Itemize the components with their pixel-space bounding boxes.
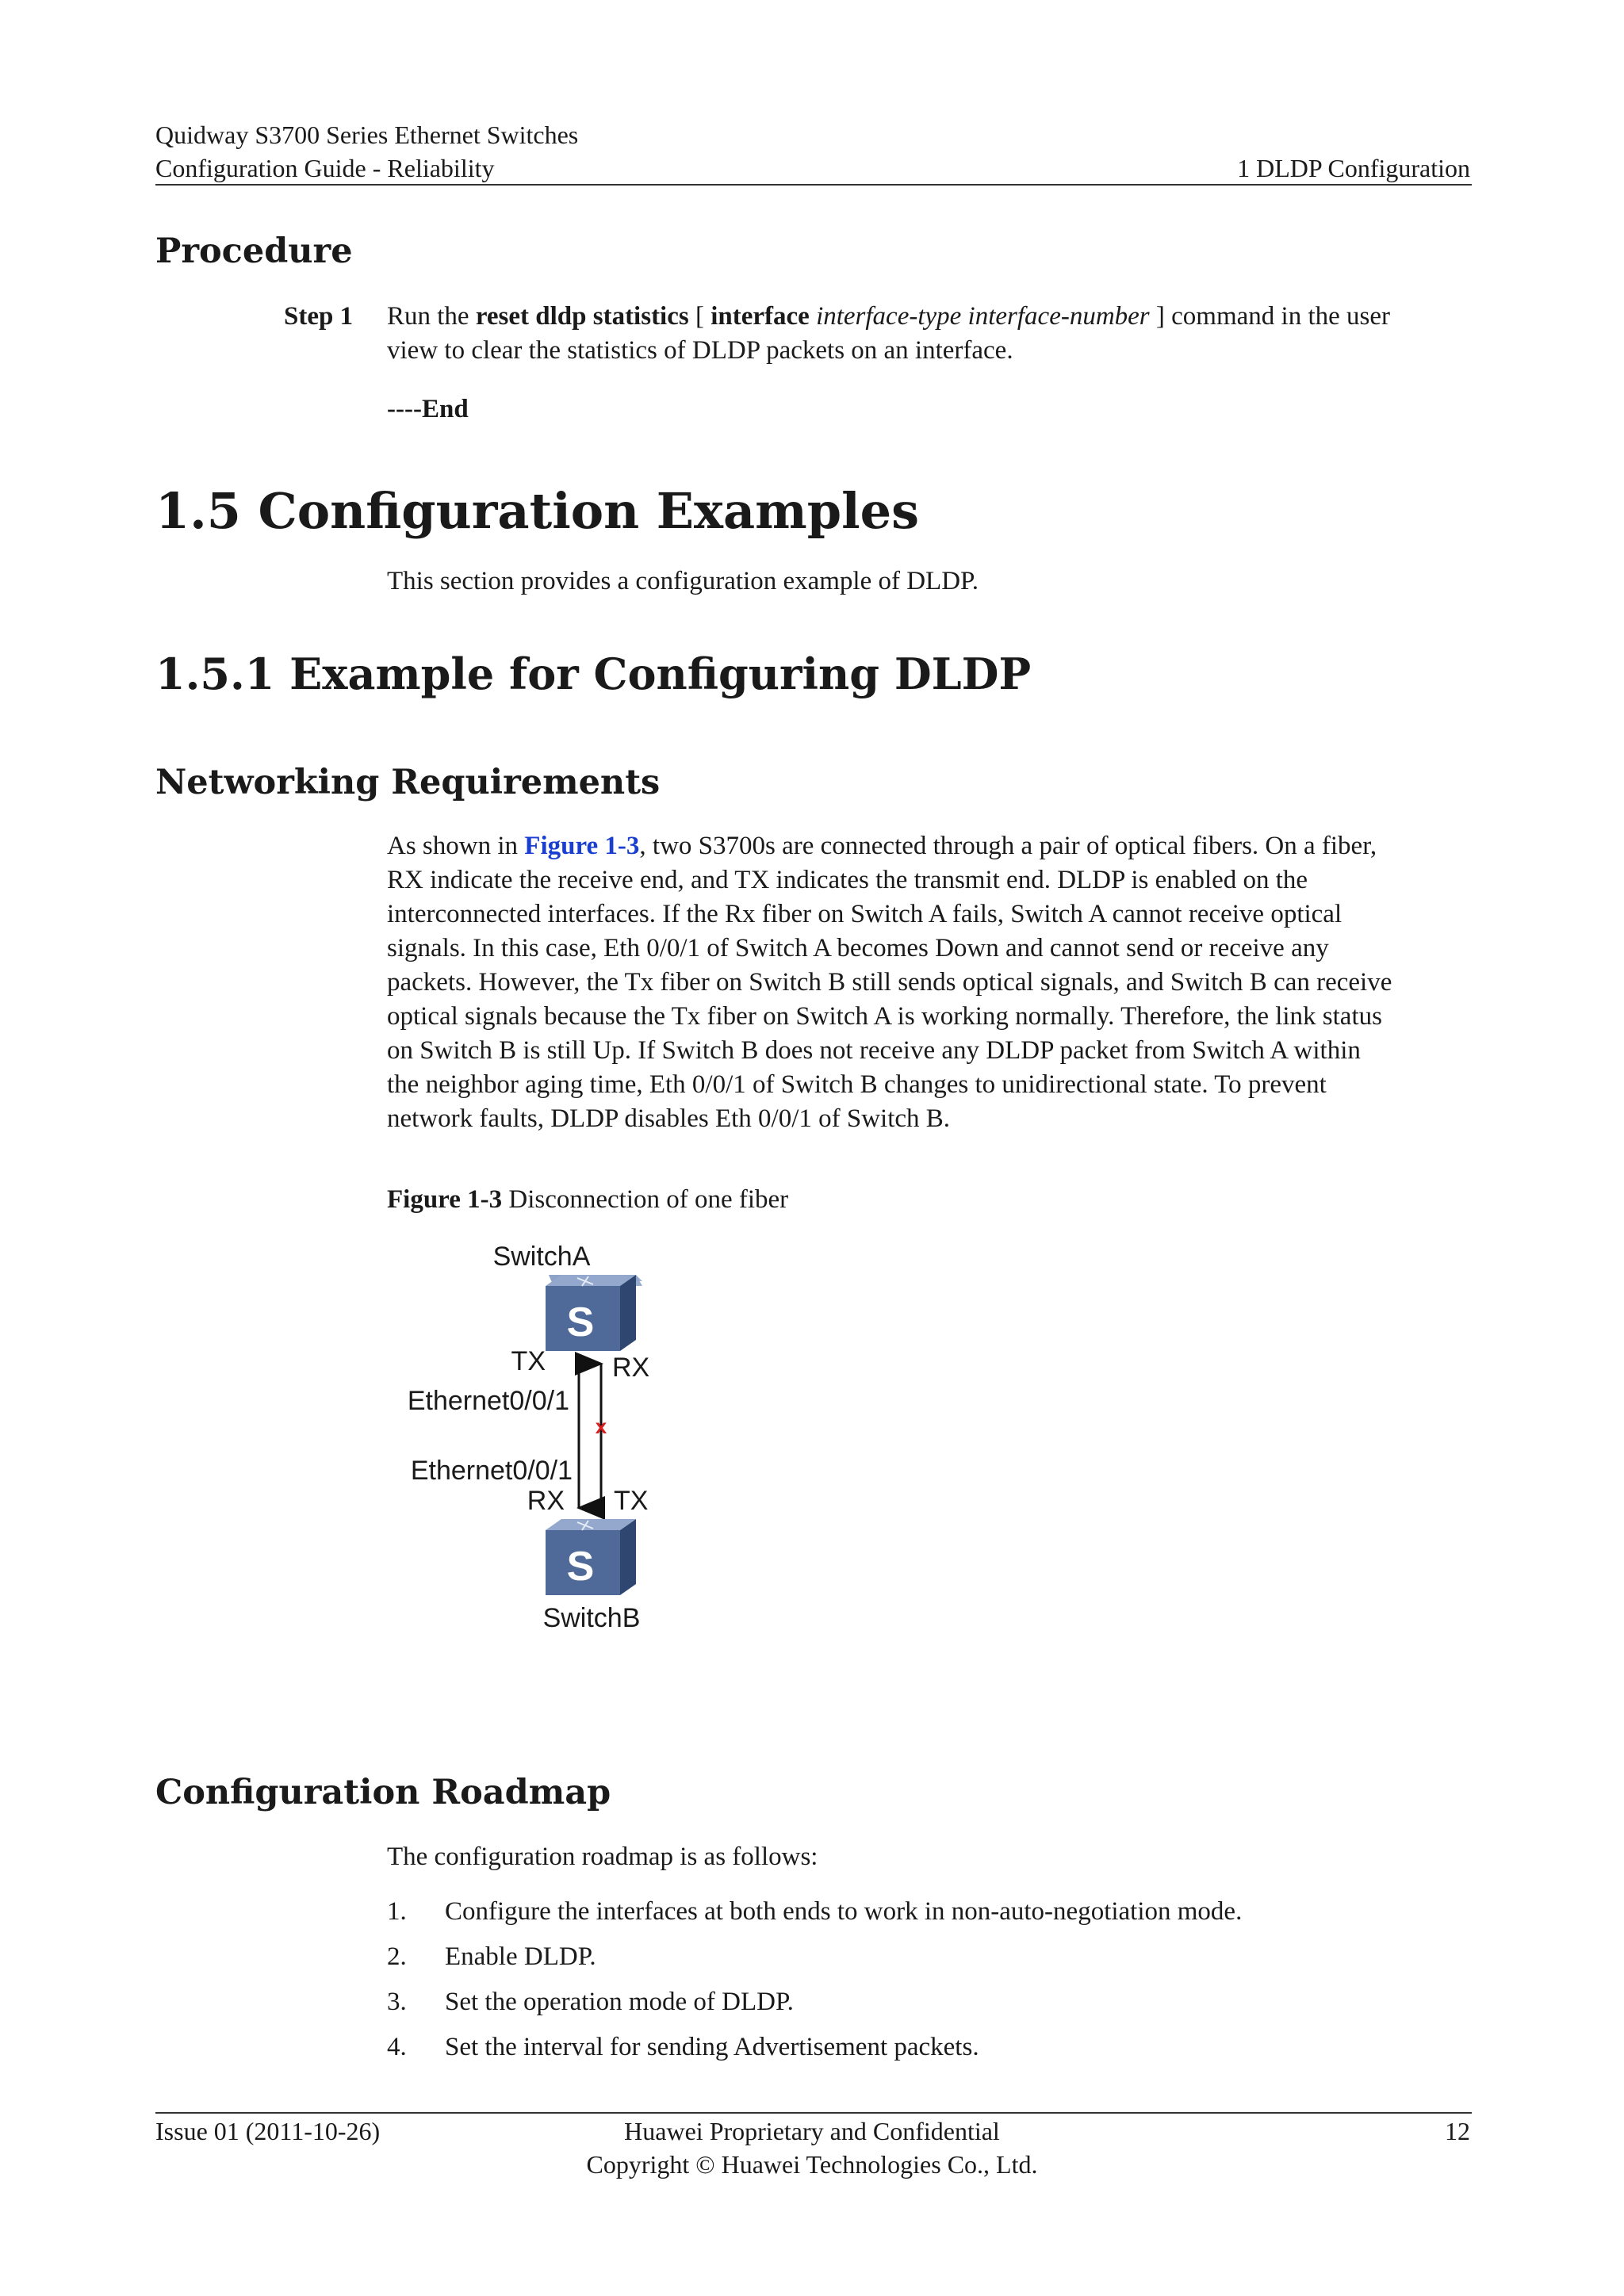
step-text-a: Run the [387, 302, 476, 331]
networking-line: on Switch B is still Up. If Switch B does not receive any DLDP packet from Switch A within [387, 1036, 1361, 1065]
switch-b-port: Ethernet0/0/1 [410, 1456, 573, 1486]
figure-caption [387, 1183, 788, 1217]
header-chapter: 1 DLDP Configuration [1237, 154, 1470, 182]
procedure-heading: Procedure [155, 232, 353, 271]
step-text-b: [ [688, 302, 711, 331]
networking-line: signals. In this case, Eth 0/0/1 of Switch A becomes Down and cannot send or receive any [387, 934, 1329, 962]
section-1-5-title: 1.5 Configuration Examples [155, 482, 920, 540]
roadmap-item-text: Enable DLDP. [445, 1942, 596, 1971]
roadmap-item-text: Configure the interfaces at both ends to work in non-auto-negotiation mode. [445, 1897, 1243, 1926]
switch-a-tx: TX [511, 1346, 546, 1376]
roadmap-item-text: Set the operation mode of DLDP. [445, 1988, 794, 2016]
networking-line: optical signals because the Tx fiber on Switch A is working normally. Therefore, the link status [387, 1002, 1382, 1031]
fiber-diagram [381, 1229, 698, 1641]
step-cmd-interface: interface [710, 302, 810, 331]
switch-a-glyph: S [566, 1299, 595, 1345]
step-cmd-param: interface-type interface-number [816, 302, 1150, 331]
networking-line: RX indicate the receive end, and TX indicates the transmit end. DLDP is enabled on the [387, 866, 1308, 894]
step-text-line1 [387, 300, 1390, 334]
header-rule [155, 184, 1472, 186]
switch-b-icon [546, 1519, 636, 1595]
networking-line1-rest: , two S3700s are connected through a pair of optical fibers. On a fiber, [639, 832, 1377, 860]
roadmap-item-text: Set the interval for sending Advertisement packets. [445, 2033, 979, 2061]
roadmap-heading: Configuration Roadmap [155, 1773, 611, 1812]
switch-a-label: SwitchA [492, 1242, 591, 1272]
step-text-c [810, 302, 816, 331]
switch-a-icon [546, 1275, 642, 1351]
footer-page-number: 12 [1445, 2117, 1470, 2145]
footer-issue: Issue 01 (2011-10-26) [155, 2117, 381, 2145]
section-1-5-intro: This section provides a configuration example of DLDP. [387, 567, 979, 595]
roadmap-item-num: 4. [387, 2033, 407, 2061]
figure-caption-label: Figure 1-3 [387, 1185, 503, 1214]
networking-line: interconnected interfaces. If the Rx fiber on Switch A fails, Switch A cannot receive optical [387, 900, 1342, 928]
switch-b-rx: RX [527, 1486, 565, 1516]
networking-line: packets. However, the Tx fiber on Switch B still sends optical signals, and Switch B can receive [387, 968, 1392, 997]
roadmap-item-num: 3. [387, 1988, 407, 2016]
fault-mark: x [595, 1414, 607, 1438]
header-line2: Configuration Guide - Reliability [155, 154, 495, 182]
switch-a-rx: RX [612, 1353, 650, 1383]
networking-line: network faults, DLDP disables Eth 0/0/1 of Switch B. [387, 1104, 951, 1133]
footer-confidential: Huawei Proprietary and Confidential [624, 2117, 1000, 2145]
roadmap-item-num: 1. [387, 1897, 407, 1926]
header-line1: Quidway S3700 Series Ethernet Switches [155, 121, 579, 149]
step-text-d: ] command in the user [1149, 302, 1390, 331]
figure-link[interactable]: Figure 1-3 [524, 832, 640, 860]
networking-heading: Networking Requirements [155, 763, 661, 802]
switch-b-tx: TX [614, 1486, 649, 1516]
procedure-end: ----End [387, 395, 469, 423]
roadmap-item-num: 2. [387, 1942, 407, 1971]
switch-b-glyph: S [566, 1544, 595, 1590]
switch-a-port: Ethernet0/0/1 [407, 1386, 569, 1416]
figure-caption-text: Disconnection of one fiber [502, 1185, 789, 1214]
footer-copyright: Copyright © Huawei Technologies Co., Ltd. [586, 2150, 1038, 2179]
step-cmd: reset dldp statistics [475, 302, 689, 331]
roadmap-intro: The configuration roadmap is as follows: [387, 1843, 818, 1871]
networking-paragraph [387, 829, 1473, 1136]
networking-line1 [387, 829, 1473, 863]
step-text-line2: view to clear the statistics of DLDP packets on an interface. [387, 336, 1013, 365]
step-label: Step 1 [284, 302, 354, 331]
networking-prefix: As shown in [387, 832, 525, 860]
switch-b-label: SwitchB [542, 1603, 641, 1633]
section-1-5-1-title: 1.5.1 Example for Configuring DLDP [155, 649, 1032, 699]
footer-rule [155, 2112, 1472, 2114]
networking-line: the neighbor aging time, Eth 0/0/1 of Switch B changes to unidirectional state. To prevent [387, 1070, 1327, 1099]
